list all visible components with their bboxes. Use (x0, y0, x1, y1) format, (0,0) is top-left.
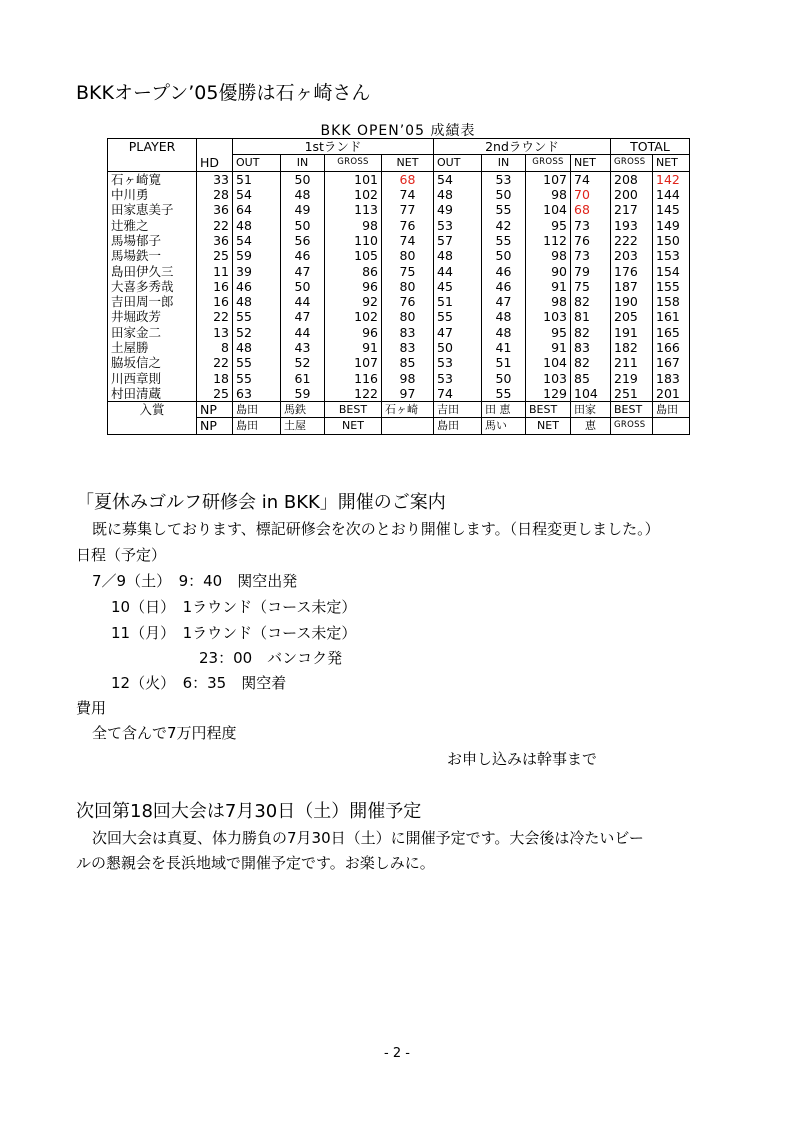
score-cell: 47 (482, 294, 526, 309)
score-cell: 90 (526, 263, 571, 278)
score-cell: 205 (611, 309, 653, 324)
score-cell: 22 (197, 309, 233, 324)
score-cell: 51 (482, 355, 526, 370)
score-cell: 51 (434, 294, 482, 309)
score-cell: 61 (281, 370, 325, 385)
score-cell: 76 (571, 233, 611, 248)
player-name: 村田清蔵 (108, 386, 197, 402)
player-name: 脇坂信之 (108, 355, 197, 370)
player-name: 島田伊久三 (108, 263, 197, 278)
score-cell: 57 (434, 233, 482, 248)
score-cell: 113 (325, 202, 382, 217)
score-cell: 86 (325, 263, 382, 278)
score-cell: 51 (233, 171, 281, 187)
schedule-item: 7／9（土） 9：40 関空出発 (92, 572, 298, 590)
score-cell: 55 (233, 355, 281, 370)
score-cell: 48 (434, 248, 482, 263)
score-cell: 91 (325, 340, 382, 355)
score-cell: 81 (571, 309, 611, 324)
score-cell: 76 (382, 217, 434, 232)
score-cell: 74 (434, 386, 482, 402)
score-cell: 50 (482, 370, 526, 385)
score-cell: 104 (526, 355, 571, 370)
score-cell: 101 (325, 171, 382, 187)
score-cell: 47 (434, 325, 482, 340)
score-cell: 153 (653, 248, 690, 263)
score-cell: 165 (653, 325, 690, 340)
article3-title: 次回第18回大会は7月30日（土）開催予定 (76, 801, 422, 822)
score-cell: 98 (325, 217, 382, 232)
score-cell: 80 (382, 248, 434, 263)
score-cell: 55 (482, 233, 526, 248)
score-cell: 25 (197, 248, 233, 263)
score-cell: 56 (281, 233, 325, 248)
award-cell: 吉田 (434, 402, 482, 418)
score-cell: 187 (611, 279, 653, 294)
score-cell: 53 (434, 370, 482, 385)
cost-text: 全て含んで7万円程度 (92, 724, 237, 742)
score-cell: 167 (653, 355, 690, 370)
score-cell: 98 (526, 187, 571, 202)
award-cell: 馬い (482, 418, 526, 434)
score-cell: 142 (653, 171, 690, 187)
score-cell: 13 (197, 325, 233, 340)
score-cell: 110 (325, 233, 382, 248)
score-cell: 85 (571, 370, 611, 385)
table-row (108, 248, 690, 263)
table-row (108, 370, 690, 385)
table-row (108, 171, 690, 187)
score-cell: 154 (653, 263, 690, 278)
score-cell: 83 (571, 340, 611, 355)
award-cell: 島田 (653, 402, 690, 418)
table-row (108, 294, 690, 309)
score-cell: 33 (197, 171, 233, 187)
score-cell: 144 (653, 187, 690, 202)
table-caption: BKK OPEN’05 成績表 (320, 123, 476, 139)
award-cell: 恵 (571, 418, 611, 434)
player-name: 馬場鉄一 (108, 248, 197, 263)
table-row (108, 309, 690, 324)
score-cell: 16 (197, 279, 233, 294)
award-cell: NET (526, 418, 571, 434)
article3-line1: 次回大会は真夏、体力勝負の7月30日（土）に開催予定です。大会後は冷たいビー (92, 829, 644, 847)
score-cell: 22 (197, 217, 233, 232)
schedule-label: 日程（予定） (76, 546, 167, 564)
score-cell: 75 (382, 263, 434, 278)
score-cell: 18 (197, 370, 233, 385)
score-cell: 75 (571, 279, 611, 294)
header-gross-2: GROSS (526, 155, 571, 171)
score-cell: 53 (434, 355, 482, 370)
header-hd: HD (197, 155, 233, 171)
award-cell: NP (197, 402, 233, 418)
score-cell: 149 (653, 217, 690, 232)
score-cell: 53 (434, 217, 482, 232)
score-cell: 42 (482, 217, 526, 232)
player-name: 田家金二 (108, 325, 197, 340)
score-cell: 219 (611, 370, 653, 385)
header-gross-total: GROSS (611, 155, 653, 171)
header-round2: 2ndラウンド (434, 139, 611, 155)
page-number: - 2 - (384, 1046, 410, 1061)
apply-text: お申し込みは幹事まで (447, 750, 598, 768)
score-cell: 95 (526, 325, 571, 340)
score-cell: 82 (571, 294, 611, 309)
table-row (108, 233, 690, 248)
schedule-item: 12（火） 6：35 関空着 (111, 674, 287, 692)
score-cell: 91 (526, 340, 571, 355)
score-cell: 92 (325, 294, 382, 309)
score-cell: 155 (653, 279, 690, 294)
score-cell: 48 (434, 187, 482, 202)
score-cell: 48 (482, 309, 526, 324)
score-cell: 222 (611, 233, 653, 248)
table-row (108, 263, 690, 278)
score-cell: 102 (325, 187, 382, 202)
score-cell: 79 (571, 263, 611, 278)
article2-title: 「夏休みゴルフ研修会 in BKK」開催のご案内 (76, 492, 446, 513)
score-cell: 208 (611, 171, 653, 187)
player-name: 井堀政芳 (108, 309, 197, 324)
header-round1: 1stランド (233, 139, 434, 155)
score-cell: 129 (526, 386, 571, 402)
score-cell: 112 (526, 233, 571, 248)
score-cell: 39 (233, 263, 281, 278)
player-name: 石ヶ崎寛 (108, 171, 197, 187)
score-cell: 73 (571, 248, 611, 263)
score-cell: 107 (526, 171, 571, 187)
schedule-item: 10（日） 1ラウンド（コース未定） (111, 598, 357, 616)
score-cell: 176 (611, 263, 653, 278)
score-cell: 11 (197, 263, 233, 278)
score-cell: 203 (611, 248, 653, 263)
score-cell: 59 (233, 248, 281, 263)
score-cell: 98 (526, 294, 571, 309)
score-cell: 161 (653, 309, 690, 324)
player-name: 辻雅之 (108, 217, 197, 232)
score-cell: 48 (233, 340, 281, 355)
header-out-1: OUT (233, 155, 281, 171)
score-cell: 16 (197, 294, 233, 309)
player-name: 大喜多秀哉 (108, 279, 197, 294)
score-cell: 50 (281, 171, 325, 187)
score-cell: 182 (611, 340, 653, 355)
score-cell: 50 (281, 217, 325, 232)
score-cell: 68 (571, 202, 611, 217)
score-cell: 77 (382, 202, 434, 217)
header-net-2: NET (571, 155, 611, 171)
score-cell: 104 (571, 386, 611, 402)
score-cell: 158 (653, 294, 690, 309)
table-row (108, 325, 690, 340)
score-cell: 145 (653, 202, 690, 217)
header-net-total: NET (653, 155, 690, 171)
score-cell: 200 (611, 187, 653, 202)
player-name: 土屋勝 (108, 340, 197, 355)
score-cell: 48 (281, 187, 325, 202)
award-cell (653, 418, 690, 434)
score-cell: 55 (482, 386, 526, 402)
score-cell: 50 (482, 187, 526, 202)
score-cell: 73 (571, 217, 611, 232)
score-cell: 98 (382, 370, 434, 385)
score-cell: 122 (325, 386, 382, 402)
score-cell: 55 (482, 202, 526, 217)
player-name: 吉田周一郎 (108, 294, 197, 309)
header-out-2: OUT (434, 155, 482, 171)
score-cell: 46 (482, 263, 526, 278)
score-cell: 91 (526, 279, 571, 294)
score-cell: 74 (382, 187, 434, 202)
score-table (107, 138, 690, 435)
score-cell: 191 (611, 325, 653, 340)
score-cell: 82 (571, 325, 611, 340)
player-name: 馬場郁子 (108, 233, 197, 248)
table-row (108, 217, 690, 232)
score-cell: 76 (382, 294, 434, 309)
score-cell: 8 (197, 340, 233, 355)
table-row (108, 202, 690, 217)
score-cell: 74 (382, 233, 434, 248)
score-cell: 54 (233, 187, 281, 202)
score-cell: 25 (197, 386, 233, 402)
score-cell: 41 (482, 340, 526, 355)
score-cell: 96 (325, 325, 382, 340)
award-cell: BEST (325, 402, 382, 418)
article1-title: BKKオープン’05優勝は石ヶ崎さん (76, 82, 371, 104)
score-cell: 166 (653, 340, 690, 355)
score-cell: 48 (482, 325, 526, 340)
award-cell: 島田 (434, 418, 482, 434)
score-cell: 251 (611, 386, 653, 402)
table-row (108, 279, 690, 294)
award-cell: BEST (611, 402, 653, 418)
award-cell: 島田 (233, 402, 281, 418)
award-cell: 田家 (571, 402, 611, 418)
header-player: PLAYER (108, 139, 197, 155)
score-cell: 52 (233, 325, 281, 340)
score-cell: 107 (325, 355, 382, 370)
score-cell: 102 (325, 309, 382, 324)
score-cell: 43 (281, 340, 325, 355)
score-cell: 211 (611, 355, 653, 370)
award-cell: 石ヶ崎 (382, 402, 434, 418)
score-cell: 36 (197, 233, 233, 248)
score-cell: 68 (382, 171, 434, 187)
score-cell: 46 (233, 279, 281, 294)
score-cell: 53 (482, 171, 526, 187)
awards-label: 入賞 (108, 402, 197, 418)
score-cell: 116 (325, 370, 382, 385)
score-cell: 46 (281, 248, 325, 263)
header-total: TOTAL (611, 139, 690, 155)
header-in-2: IN (482, 155, 526, 171)
score-cell: 22 (197, 355, 233, 370)
score-cell: 28 (197, 187, 233, 202)
article3-line2: ルの懇親会を長浜地域で開催予定です。お楽しみに。 (76, 854, 435, 872)
schedule-item: 23：00 バンコク発 (199, 649, 343, 667)
score-cell: 54 (434, 171, 482, 187)
score-cell: 82 (571, 355, 611, 370)
score-cell: 64 (233, 202, 281, 217)
score-cell: 85 (382, 355, 434, 370)
score-cell: 55 (233, 370, 281, 385)
award-cell (382, 418, 434, 434)
player-name: 田家恵美子 (108, 202, 197, 217)
score-cell: 80 (382, 279, 434, 294)
score-cell: 55 (233, 309, 281, 324)
score-cell: 44 (434, 263, 482, 278)
score-cell: 52 (281, 355, 325, 370)
score-cell: 48 (233, 294, 281, 309)
player-name: 中川勇 (108, 187, 197, 202)
score-cell: 48 (233, 217, 281, 232)
score-cell: 190 (611, 294, 653, 309)
header-gross-1: GROSS (325, 155, 382, 171)
score-cell: 105 (325, 248, 382, 263)
award-cell: 馬鉄 (281, 402, 325, 418)
score-cell: 96 (325, 279, 382, 294)
score-cell: 103 (526, 370, 571, 385)
player-name: 川西章則 (108, 370, 197, 385)
header-net-1: NET (382, 155, 434, 171)
score-cell: 36 (197, 202, 233, 217)
score-cell: 49 (434, 202, 482, 217)
score-cell: 83 (382, 325, 434, 340)
score-cell: 80 (382, 309, 434, 324)
score-cell: 104 (526, 202, 571, 217)
score-cell: 54 (233, 233, 281, 248)
score-cell: 50 (482, 248, 526, 263)
score-cell: 49 (281, 202, 325, 217)
score-cell: 50 (434, 340, 482, 355)
score-cell: 217 (611, 202, 653, 217)
score-cell: 47 (281, 309, 325, 324)
score-cell: 44 (281, 325, 325, 340)
table-row (108, 386, 690, 402)
score-cell: 50 (281, 279, 325, 294)
table-row (108, 187, 690, 202)
score-cell: 201 (653, 386, 690, 402)
cost-label: 費用 (76, 699, 107, 717)
score-cell: 59 (281, 386, 325, 402)
article2-intro: 既に募集しております、標記研修会を次のとおり開催します。（日程変更しました。） (92, 520, 660, 538)
score-cell: 103 (526, 309, 571, 324)
score-cell: 95 (526, 217, 571, 232)
score-cell: 98 (526, 248, 571, 263)
award-cell: GROSS (611, 418, 653, 434)
score-cell: 74 (571, 171, 611, 187)
score-cell: 46 (482, 279, 526, 294)
award-cell: 土屋 (281, 418, 325, 434)
score-cell: 97 (382, 386, 434, 402)
score-cell: 45 (434, 279, 482, 294)
award-cell: 田 恵 (482, 402, 526, 418)
score-cell: 193 (611, 217, 653, 232)
score-cell: 63 (233, 386, 281, 402)
table-row (108, 355, 690, 370)
score-cell: 150 (653, 233, 690, 248)
award-cell: NET (325, 418, 382, 434)
score-cell: 44 (281, 294, 325, 309)
score-cell: 55 (434, 309, 482, 324)
score-cell: 183 (653, 370, 690, 385)
score-cell: 47 (281, 263, 325, 278)
score-cell: 83 (382, 340, 434, 355)
schedule-item: 11（月） 1ラウンド（コース未定） (111, 624, 357, 642)
score-cell: 70 (571, 187, 611, 202)
header-in-1: IN (281, 155, 325, 171)
award-cell: NP (197, 418, 233, 434)
award-cell: 島田 (233, 418, 281, 434)
table-row (108, 340, 690, 355)
award-cell: BEST (526, 402, 571, 418)
